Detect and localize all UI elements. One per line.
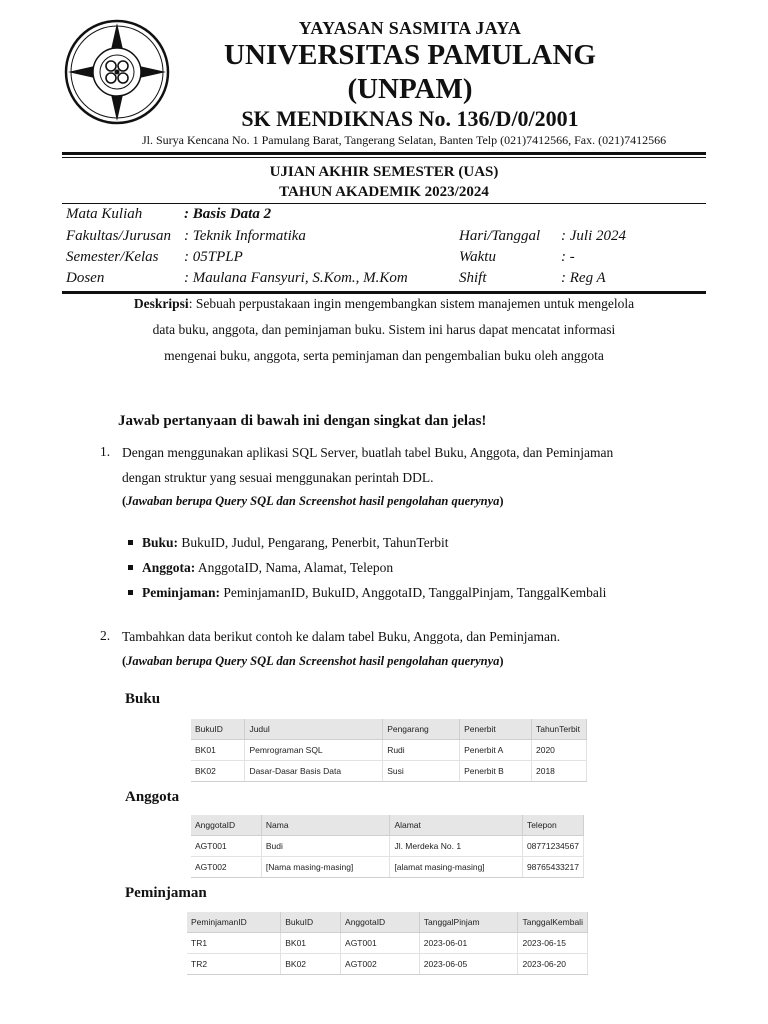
table-cell: BK02 [191, 761, 245, 782]
table-label-peminjaman: Peminjaman [125, 885, 207, 901]
exam-title: UJIAN AKHIR SEMESTER (UAS) [269, 164, 499, 180]
table-cell: AGT002 [341, 954, 420, 975]
instruction: Jawab pertanyaan di bawah ini dengan singkat dan jelas! [118, 413, 487, 429]
date-value: : Juli 2024 [561, 228, 626, 244]
description-line3: mengenai buku, anggota, serta peminjaman dan pengembalian buku oleh anggota [164, 348, 604, 363]
bullet-anggota: Anggota: AnggotaID, Nama, Alamat, Telepon [128, 560, 393, 576]
column-header: Nama [261, 815, 390, 836]
column-header: Pengarang [383, 719, 460, 740]
bullet-marker [128, 565, 133, 570]
table-label-anggota: Anggota [125, 789, 180, 805]
question-2-note: (Jawaban berupa Query SQL dan Screenshot hasil pengolahan querynya) [122, 654, 504, 668]
table-cell: Susi [383, 761, 460, 782]
column-header: Telepon [522, 815, 583, 836]
column-header: BukuID [281, 912, 341, 933]
info-divider-top [62, 203, 706, 204]
table-cell: TR2 [187, 954, 281, 975]
faculty-value: : Teknik Informatika [184, 228, 306, 244]
bullet-marker [128, 590, 133, 595]
table-anggota [191, 815, 584, 878]
column-header: Alamat [390, 815, 523, 836]
lecturer-label: Dosen [66, 270, 105, 286]
table-cell: 2023-06-05 [419, 954, 518, 975]
column-header: BukuID [191, 719, 245, 740]
column-header: AnggotaID [191, 815, 261, 836]
question-1-number: 1. [100, 444, 111, 459]
description-line1: Deskripsi: Sebuah perpustakaan ingin mengembangkan sistem manajemen untuk mengelola [133, 296, 635, 311]
table-cell: Jl. Merdeka No. 1 [390, 836, 523, 857]
table-cell: Penerbit A [460, 740, 532, 761]
date-label: Hari/Tanggal [459, 228, 541, 244]
course-value: : Basis Data 2 [184, 206, 272, 222]
table-header-row [187, 912, 588, 933]
question-1-line1: Dengan menggunakan aplikasi SQL Server, buatlah tabel Buku, Anggota, dan Peminjaman [122, 445, 614, 460]
table-cell: AGT001 [191, 836, 261, 857]
table-cell: Budi [261, 836, 390, 857]
class-label: Semester/Kelas [66, 249, 159, 265]
bullet-peminjaman: Peminjaman: PeminjamanID, BukuID, AnggotaID, TanggalPinjam, TanggalKembali [128, 585, 606, 601]
table-cell: AGT001 [341, 933, 420, 954]
table-cell: BK01 [191, 740, 245, 761]
table-row [187, 933, 588, 954]
table-cell: 2018 [531, 761, 586, 782]
time-value: : - [561, 249, 575, 265]
class-value: : 05TPLP [184, 249, 243, 265]
bullet-marker [128, 540, 133, 545]
shift-label: Shift [459, 270, 487, 286]
table-cell: 08771234567 [522, 836, 583, 857]
column-header: PeminjamanID [187, 912, 281, 933]
column-header: Judul [245, 719, 383, 740]
table-buku [191, 719, 587, 782]
question-1-text [122, 440, 682, 490]
table-row [187, 954, 588, 975]
foundation-name: YAYASAN SASMITA JAYA [298, 18, 522, 38]
shift-value: : Reg A [561, 270, 606, 286]
table-cell: 2023-06-20 [518, 954, 588, 975]
question-2-text: Tambahkan data berikut contoh ke dalam tabel Buku, Anggota, dan Peminjaman. [122, 629, 561, 644]
table-cell: [alamat masing-masing] [390, 857, 523, 878]
table-cell: 2020 [531, 740, 586, 761]
university-logo [64, 19, 170, 125]
table-row [191, 740, 587, 761]
column-header: TahunTerbit [531, 719, 586, 740]
header-divider-thin [62, 157, 706, 158]
faculty-label: Fakultas/Jurusan [66, 228, 171, 244]
university-name-line1: UNIVERSITAS PAMULANG [224, 39, 596, 71]
table-cell: [Nama masing-masing] [261, 857, 390, 878]
table-label-buku: Buku [125, 691, 161, 707]
course-label: Mata Kuliah [66, 206, 143, 222]
column-header: TanggalPinjam [419, 912, 518, 933]
table-cell: 2023-06-15 [518, 933, 588, 954]
university-name [170, 38, 650, 106]
university-name-line2: (UNPAM) [347, 73, 473, 105]
table-cell: BK01 [281, 933, 341, 954]
academic-year: TAHUN AKADEMIK 2023/2024 [279, 184, 489, 200]
table-cell: TR1 [187, 933, 281, 954]
table-cell: 98765433217 [522, 857, 583, 878]
bullet-buku: Buku: BukuID, Judul, Pengarang, Penerbit, TahunTerbit [128, 535, 448, 551]
table-cell: AGT002 [191, 857, 261, 878]
question-1-line2: dengan struktur yang sesuai menggunakan perintah DDL. [122, 470, 434, 485]
table-cell: Pemrograman SQL [245, 740, 383, 761]
table-row [191, 836, 584, 857]
table-cell: BK02 [281, 954, 341, 975]
question-2-number: 2. [100, 628, 111, 643]
column-header: TanggalKembali [518, 912, 588, 933]
question-1-note: (Jawaban berupa Query SQL dan Screenshot hasil pengolahan querynya) [122, 494, 504, 508]
table-cell: Dasar-Dasar Basis Data [245, 761, 383, 782]
university-address: Jl. Surya Kencana No. 1 Pamulang Barat, Tangerang Selatan, Banten Telp (021)7412566, Fax. (021)7412566 [142, 133, 667, 147]
table-header-row [191, 719, 587, 740]
column-header: Penerbit [460, 719, 532, 740]
table-cell: 2023-06-01 [419, 933, 518, 954]
description [100, 291, 668, 369]
decree-number: SK MENDIKNAS No. 136/D/0/2001 [241, 106, 579, 131]
header-divider [62, 152, 706, 155]
table-row [191, 857, 584, 878]
table-row [191, 761, 587, 782]
table-header-row [191, 815, 584, 836]
time-label: Waktu [459, 249, 496, 265]
lecturer-value: : Maulana Fansyuri, S.Kom., M.Kom [184, 270, 408, 286]
description-line2: data buku, anggota, dan peminjaman buku. Sistem ini harus dapat mencatat informasi [152, 322, 616, 337]
table-cell: Rudi [383, 740, 460, 761]
description-label: Deskripsi [133, 296, 189, 311]
table-cell: Penerbit B [460, 761, 532, 782]
column-header: AnggotaID [341, 912, 420, 933]
table-peminjaman [187, 912, 588, 975]
